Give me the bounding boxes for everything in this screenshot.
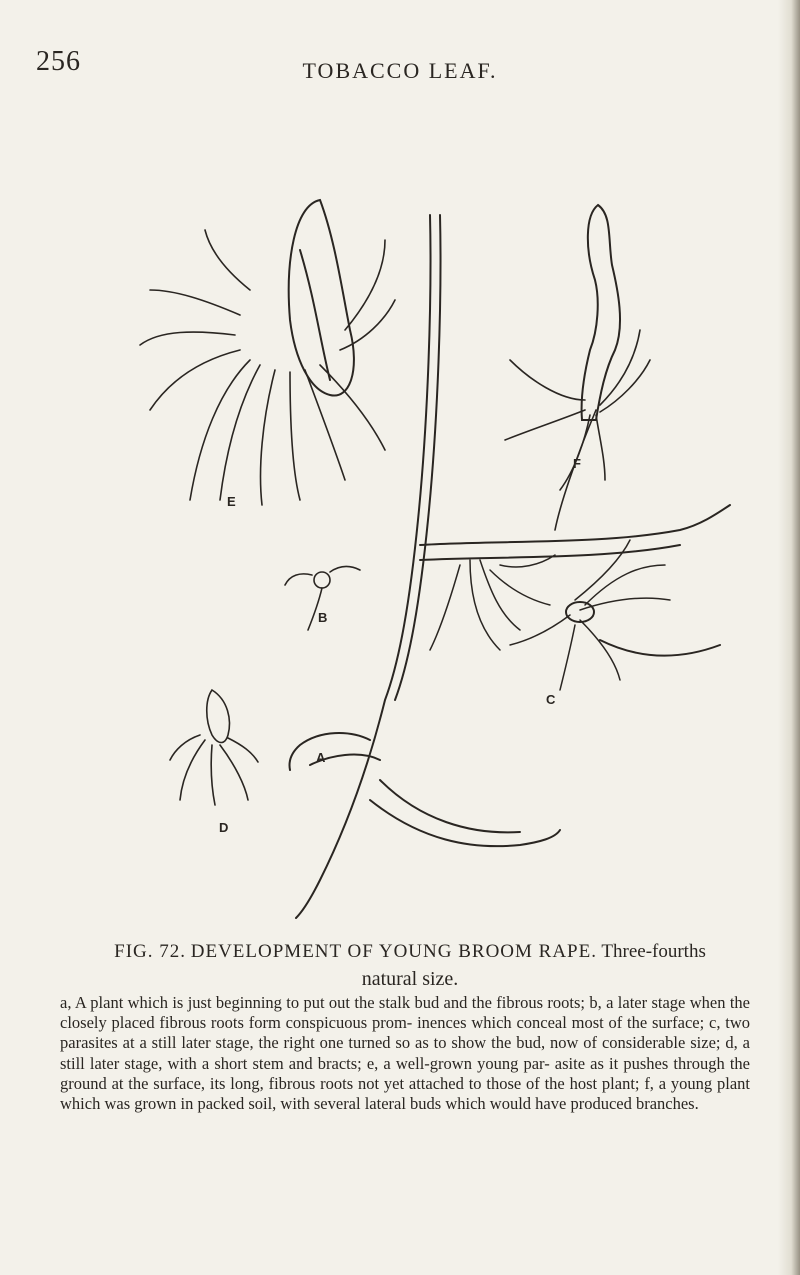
figure-caption-subtitle: natural size. bbox=[361, 968, 459, 990]
parasite-b-body bbox=[314, 572, 330, 588]
parasite-e-stalk bbox=[289, 200, 354, 396]
figure-label-b: B bbox=[318, 610, 328, 625]
page-edge-stain bbox=[778, 0, 800, 1275]
host-root-branch bbox=[420, 505, 730, 545]
parasite-c-body bbox=[566, 602, 594, 622]
figure-label-c: C bbox=[546, 692, 556, 707]
figure-label-a: A bbox=[316, 750, 326, 765]
figure-caption-title bbox=[60, 942, 760, 963]
page-number: 256 bbox=[36, 46, 81, 77]
host-root-main bbox=[296, 215, 431, 918]
figure-label-f: F bbox=[573, 456, 581, 471]
figure-caption-body: a, A plant which is just beginning to put out the stalk bud and the fibrous roots; b, a later stage when the closely placed fibrous roots form conspicuous prom- inences which conceal most of the surface; c, two parasites at a still later stage, the right one turned so as to show the bud, now of considerable size; d, a still later stage, with a short stem and bracts; e, a well-grown young par- asite as it pushes through the ground at the surface, its long, fibrous roots not yet attached to those of the host plant; f, a young plant which was grown in packed soil, with several lateral buds which would have produced branches. bbox=[60, 993, 750, 1114]
parasite-f-stalk bbox=[582, 205, 620, 420]
figure-scale: Three-fourths bbox=[601, 941, 706, 962]
parasite-d-body bbox=[207, 690, 230, 743]
figure-label-e: E bbox=[227, 494, 236, 509]
figure-number: FIG. 72. bbox=[114, 941, 186, 962]
figure-label-d: D bbox=[219, 820, 229, 835]
figure-title: DEVELOPMENT OF YOUNG BROOM RAPE. bbox=[190, 941, 597, 962]
running-head: TOBACCO LEAF. bbox=[302, 58, 498, 83]
